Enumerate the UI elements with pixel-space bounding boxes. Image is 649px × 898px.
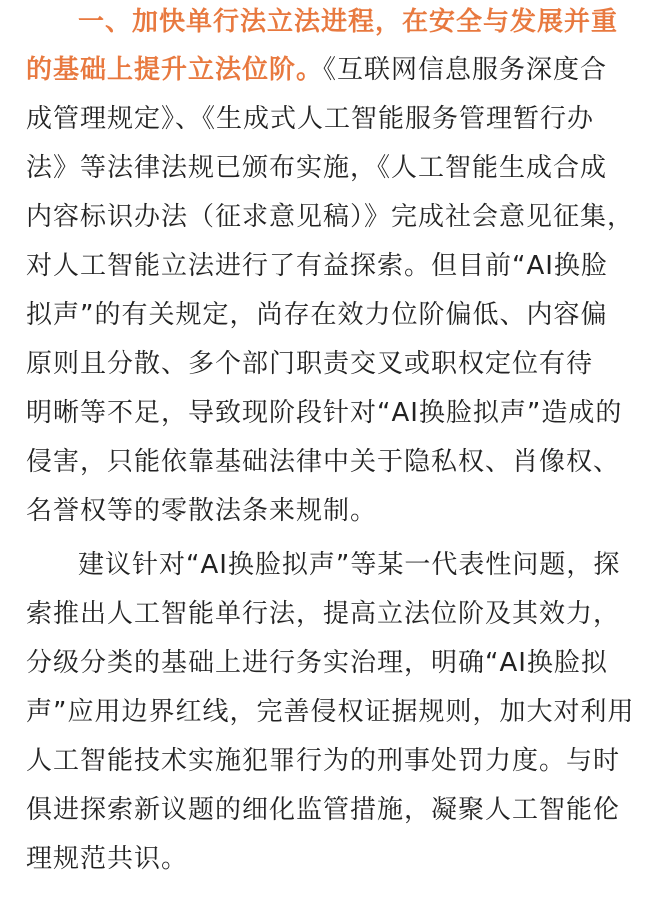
paragraph-2-line-4: 声”应用边界红线，完善侵权证据规则，加大对利用 xyxy=(26,697,635,727)
section-heading-part-1: 一、加快单行法立法进程，在安全与发展并重 xyxy=(78,7,619,37)
paragraph-1-line-8: 原则且分散、多个部门职责交叉或职权定位有待 xyxy=(26,349,594,379)
section-heading-part-2: 的基础上提升立法位阶。 xyxy=(26,55,324,85)
paragraph-1-line-5: 内容标识办法（征求意见稿）》完成社会意见征集， xyxy=(26,202,635,232)
paragraph-2-line-3: 分级分类的基础上进行务实治理，明确“AI换脸拟 xyxy=(26,648,608,678)
paragraph-2-line-6: 俱进探索新议题的细化监管措施，凝聚人工智能伦 xyxy=(26,795,621,825)
paragraph-1-line-4: 法》等法律法规已颁布实施，《人工智能生成合成 xyxy=(26,153,608,183)
paragraph-2-line-2: 索推出人工智能单行法，提高立法位阶及其效力， xyxy=(26,599,621,629)
paragraph-2-line-7: 理规范共识。 xyxy=(26,844,189,874)
paragraph-1-line-6: 对人工智能立法进行了有益探索。但目前“AI换脸 xyxy=(26,251,608,281)
paragraph-1-line-7: 拟声”的有关规定，尚存在效力位阶偏低、内容偏 xyxy=(26,300,608,330)
paragraph-2-line-5: 人工智能技术实施犯罪行为的刑事处罚力度。与时 xyxy=(26,746,621,776)
paragraph-1-text: 《互联网信息服务深度合 xyxy=(323,55,608,85)
paragraph-2-line-1: 建议针对“AI换脸拟声”等某一代表性问题，探 xyxy=(78,550,621,580)
paragraph-1-line-3: 成管理规定》、《生成式人工智能服务管理暂行办 xyxy=(26,104,595,134)
paragraph-1-line-10: 侵害，只能依靠基础法律中关于隐私权、肖像权、 xyxy=(26,447,621,477)
paragraph-1-line-11: 名誉权等的零散法条来规制。 xyxy=(26,496,378,526)
paragraph-1-line-9: 明晰等不足，导致现阶段针对“AI换脸拟声”造成的 xyxy=(26,398,623,428)
